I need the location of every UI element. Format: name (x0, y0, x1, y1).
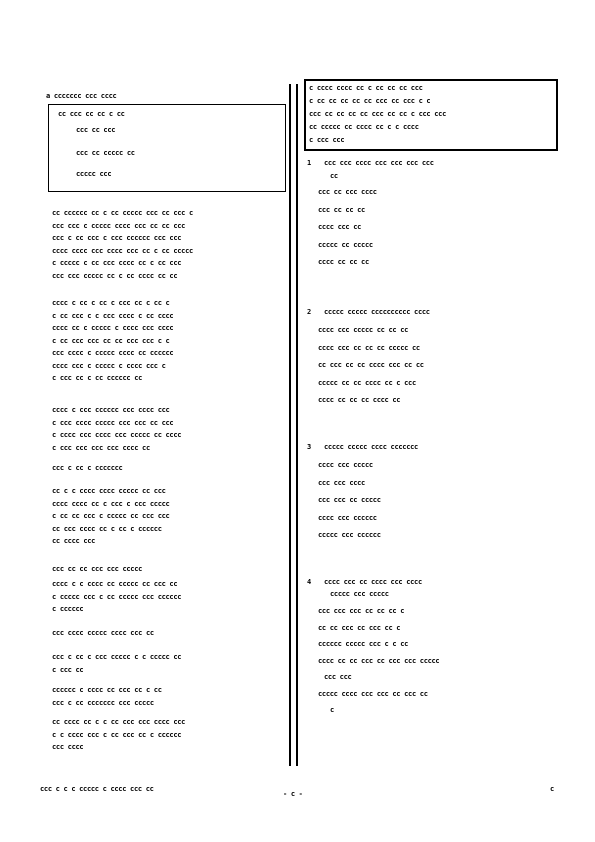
option[interactable]: c (330, 706, 334, 714)
box-line: ccccc ccc (76, 170, 112, 178)
option-list (318, 457, 548, 545)
option-list (318, 184, 548, 272)
option[interactable]: cccc ccc ccccc cc cc cc (318, 326, 409, 334)
paragraph: cc c c cccc cccc ccccc cc ccc cccc cccc cc c ccc c ccc ccccc c cc cc ccc c ccccc cc ccc ccc cc ccc cccc cc c cc c cccccc cc cccc ccc (52, 487, 170, 545)
option[interactable]: ccccc cccc ccc ccc cc ccc cc (318, 689, 428, 698)
option[interactable]: ccc ccc (324, 673, 352, 681)
option[interactable]: cccc cc cc cc (318, 258, 369, 266)
option[interactable]: ccccc ccc cccccc (318, 531, 381, 539)
question-number: 2 (307, 308, 311, 316)
option[interactable]: ccc cc cc cc (318, 205, 365, 214)
question-stem: cc (330, 172, 338, 180)
paragraph: cccc c cc c cc c ccc cc c cc c c cc ccc c c ccc cccc c cc cccc cccc cc c ccccc c cccc ccc cccc c cc ccc ccc cc cc ccc ccc c c ccc cccc c ccccc cccc cc cccccc cccc ccc c ccccc c cccc ccc c c ccc cc c cc cccccc cc (52, 299, 174, 382)
option[interactable]: cccc ccc cccccc (318, 513, 377, 522)
box-line: cc ccc cc cc c cc (58, 110, 125, 118)
option[interactable]: cccccc ccccc ccc c c cc (318, 640, 409, 648)
question-stem: cccc ccc cc cccc ccc cccc (324, 578, 422, 586)
question-number: 3 (307, 443, 311, 451)
box-line: ccc cc ccc (76, 126, 116, 134)
paragraph: cc cccccc cc c cc ccccc ccc cc ccc c ccc ccc c ccccc cccc ccc cc cc ccc ccc c cc ccc c ccc cccccc ccc ccc cccc cccc ccc cccc ccc cc c cc ccccc c ccccc c cc ccc cccc cc c cc ccc ccc ccc ccccc cc c cc cccc cc cc (52, 209, 193, 280)
question-stem: ccccc ccccc cccc ccccccc (324, 443, 418, 451)
paragraph: ccc c cc c ccc ccccc c c ccccc cc c ccc cc (52, 653, 182, 674)
option[interactable]: ccc cc ccc cccc (318, 188, 377, 196)
option[interactable]: cc ccc cc cc cccc ccc cc cc (318, 361, 424, 369)
paragraph: cc cccc cc c c cc ccc ccc cccc ccc c c cccc ccc c cc ccc cc c cccccc ccc cccc (52, 718, 186, 751)
paragraph: ccc cc cc ccc ccc ccccc (52, 565, 143, 573)
option-list (318, 322, 550, 410)
instruction-text: c cccc cccc cc c cc cc cc ccc c cc cc cc cc cc ccc cc ccc c c ccc cc cc cc cc ccc cc cc c ccc ccc cc ccccc cc cccc cc c c cccc c ccc ccc (309, 84, 447, 144)
page-number: - c - (283, 790, 303, 798)
question-number: 4 (307, 578, 311, 586)
box-line: ccc cc ccccc cc (76, 149, 135, 157)
question-number: 1 (307, 159, 311, 167)
left-column-rule (289, 84, 291, 766)
paragraph: ccc c cc c ccccccc (52, 464, 123, 472)
option[interactable]: ccc ccc cc ccccc (318, 496, 381, 504)
option[interactable]: cccc ccc cc cc cc ccccc cc (318, 343, 420, 352)
option[interactable]: ccc ccc ccc cc cc cc c (318, 607, 405, 615)
option[interactable]: cccc ccc cc (318, 223, 362, 231)
option[interactable]: cccc cc cc ccc cc ccc ccc ccccc (318, 656, 440, 665)
question-stem: ccc ccc cccc ccc ccc ccc ccc (324, 159, 434, 167)
footer-right: c (550, 785, 554, 793)
paragraph: ccc cccc ccccc cccc ccc cc (52, 629, 154, 637)
option-list (318, 603, 554, 719)
paragraph: cccccc c cccc cc ccc cc c cc ccc c cc ccccccc ccc ccccc (52, 686, 162, 707)
paragraph: cccc c ccc cccccc ccc cccc ccc c ccc cccc ccccc ccc ccc cc ccc c cccc ccc cccc ccc ccccc cc cccc c ccc ccc ccc ccc cccc cc (52, 406, 182, 452)
option[interactable]: cc cc ccc cc ccc cc c (318, 623, 401, 632)
question-stem: ccccc ccccc cccccccccc cccc (324, 308, 430, 316)
option[interactable]: cccc ccc ccccc (318, 461, 373, 469)
paragraph: cccc c c cccc cc ccccc cc ccc cc c ccccc ccc c cc ccccc ccc cccccc c cccccc (52, 580, 182, 613)
option[interactable]: cccc cc cc cc cccc cc (318, 396, 401, 404)
footer-left: ccc c c c ccccc c cccc ccc cc (40, 785, 154, 793)
question-stem: ccccc ccc ccccc (330, 590, 389, 598)
section-header: a ccccccc ccc cccc (46, 92, 117, 100)
option[interactable]: ccccc cc cc cccc cc c ccc (318, 378, 416, 387)
option[interactable]: ccc ccc cccc (318, 478, 365, 487)
center-column-rule (296, 84, 298, 766)
option[interactable]: ccccc cc ccccc (318, 240, 373, 249)
